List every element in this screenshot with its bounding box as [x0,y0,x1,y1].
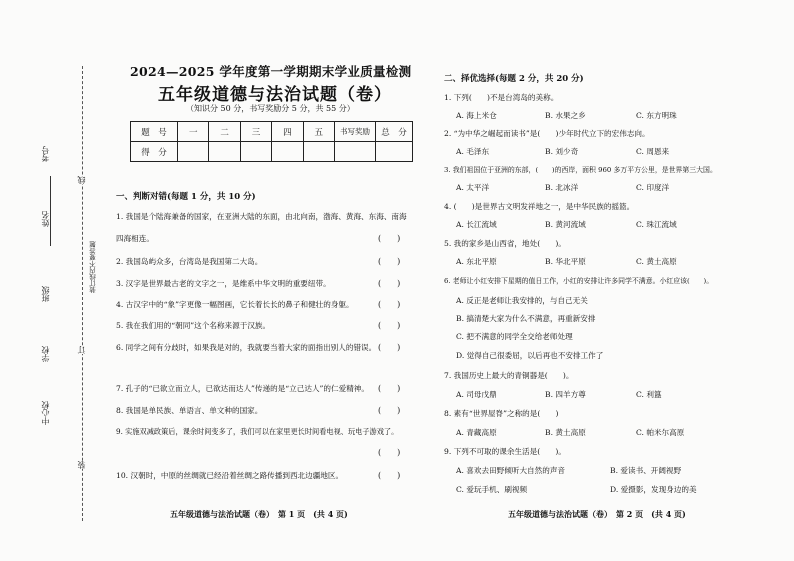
binding-line [82,66,83,521]
binding-strip [30,56,105,526]
question: 3. 我们祖国位于亚洲的东部，( )的西岸，面积 960 多万平方公里，是世界第三大国。 [444,166,717,174]
answer-blank[interactable]: ( ) [378,406,401,415]
score-table [130,121,413,162]
option[interactable]: B. 黄河流域 [545,220,586,229]
option[interactable]: A. 反正是老师让我安排的，与自己无关 [456,296,588,305]
mark-zhuang: 装 [77,461,86,469]
score-cell: 二 [209,122,240,142]
answer-blank[interactable]: ( ) [378,257,401,266]
score-blank[interactable] [335,142,376,162]
score-cell: 三 [240,122,271,142]
option[interactable]: C. 东方明珠 [636,111,677,120]
exam-title: 五年级道德与法治试题（卷） [158,85,392,105]
option[interactable]: C. 把不满意的同学全交给老师处理 [456,332,573,341]
mark-xian: 线 [77,176,86,184]
label-zhongxinxiao: 中心校 [41,401,50,425]
question: 1. 下列( )不是台湾岛的美称。 [444,93,559,102]
question: 5. 我在我们用的“朝同”这个名称来源于汉族。 [116,321,271,330]
question-continued: 四海相连。 [116,234,154,243]
footer-page-2: 五年级道德与法治试题（卷） 第 2 页 (共 4 页) [508,509,686,519]
label-xuexiao: 学校 [41,346,50,362]
question: 1. 我国是个陆海兼备的国家，在亚洲大陆的东面，由北向南，渤海、黄海、东海、南海 [116,212,407,221]
option[interactable]: A. 毛泽东 [456,147,490,156]
answer-blank[interactable]: ( ) [378,471,401,480]
score-blank[interactable] [209,142,240,162]
section2-heading: 二、择优选择(每题 2 分，共 20 分) [444,74,584,84]
question: 4. 古汉字中的“象”字更像一幅图画，它长着长长的鼻子和健壮的身躯。 [116,300,354,309]
question: 7. 孔子的“已欲立而立人，已欲达而达人”传递的是“立己达人”的仁爱精神。 [116,384,369,393]
mark-ding: 订 [77,346,86,354]
answer-blank[interactable]: ( ) [378,384,401,393]
option[interactable]: A. 太平洋 [456,183,490,192]
score-blank[interactable] [376,142,413,162]
answer-blank[interactable]: ( ) [378,321,401,330]
score-cell: 总 分 [376,122,413,142]
question: 4. ( )是世界古文明发祥地之一，是中华民族的摇篮。 [444,202,635,211]
option[interactable]: B. 华北平原 [545,257,586,266]
score-cell: 五 [303,122,334,142]
option[interactable]: A. 喜欢去田野倾听大自然的声音 [456,466,566,475]
option[interactable]: C. 帕米尔高原 [636,428,685,437]
score-table-score-row [131,142,413,162]
score-table-header-row [131,122,413,142]
answer-blank[interactable]: ( ) [378,300,401,309]
score-cell: 四 [272,122,303,142]
mark-no-answer: 装订线内不要答题 [89,241,97,293]
answer-blank[interactable]: ( ) [378,343,401,352]
option[interactable]: B. 水果之乡 [545,111,586,120]
option[interactable]: D. 觉得自己很委屈，以后再也不安排工作了 [456,351,604,360]
section1-heading: 一、判断对错(每题 1 分，共 10 分) [116,192,256,202]
question: 5. 我的家乡是山西省，地处( )。 [444,239,566,248]
score-cell: 书写奖励 [335,122,376,142]
score-cell: 一 [178,122,209,142]
exam-year-line: 2024—2025 学年度第一学期期末学业质量检测 [130,64,412,79]
answer-blank[interactable]: ( ) [378,234,401,243]
score-blank[interactable] [272,142,303,162]
score-blank[interactable] [303,142,334,162]
option[interactable]: D. 爱摄影，发现身边的美 [610,485,697,494]
score-blank[interactable] [240,142,271,162]
label-xingming: 姓名 [41,211,50,227]
label-banji: 班级 [41,286,50,302]
score-note: （知识分 50 分，书写奖励分 5 分，共 55 分） [186,104,355,113]
score-cell: 题 号 [131,122,178,142]
question: 6. 老师让小红安排下星期的值日工作，小红的安排让许多同学不满意。小红应该( )。 [444,277,714,285]
option[interactable]: A. 海上米仓 [456,111,497,120]
question: 9. 实施双减政策后，课余时间变多了，我们可以在家里更长时间看电视、玩电子游戏了。 [116,427,399,436]
option[interactable]: C. 利簋 [636,390,662,399]
option[interactable]: A. 青藏高原 [456,428,497,437]
option[interactable]: A. 司母戊鼎 [456,390,497,399]
score-blank[interactable] [178,142,209,162]
option[interactable]: B. 四羊方尊 [545,390,586,399]
option[interactable]: C. 黄土高原 [636,257,677,266]
question: 3. 汉字是世界最古老的文字之一，是维系中华文明的重要纽带。 [116,279,331,288]
option[interactable]: B. 刘少奇 [545,147,579,156]
answer-blank[interactable]: ( ) [378,448,401,457]
option[interactable]: A. 东北平原 [456,257,497,266]
option[interactable]: B. 北冰洋 [545,183,579,192]
option[interactable]: B. 黄土高原 [545,428,586,437]
question: 7. 我国历史上最大的青铜器是( )。 [444,371,574,380]
option[interactable]: C. 印度洋 [636,183,670,192]
option[interactable]: A. 长江流域 [456,220,497,229]
question: 2. “为中华之崛起而读书”是( )少年时代立下的宏伟志向。 [444,129,650,138]
option[interactable]: B. 爱读书、开阔视野 [610,466,682,475]
score-cell: 得 分 [131,142,178,162]
question: 10. 汉朝时，中原的丝绸就已经沿着丝绸之路传播到西北边疆地区。 [116,471,344,480]
footer-page-1: 五年级道德与法治试题（卷） 第 1 页 (共 4 页) [170,509,348,519]
question: 8. 我国是单民族、单语言、单文种的国家。 [116,406,263,415]
option[interactable]: C. 周恩来 [636,147,670,156]
answer-blank[interactable]: ( ) [378,279,401,288]
label-kaohao: 考号 [41,146,50,162]
question: 2. 我国岛屿众多，台湾岛是我国第二大岛。 [116,257,263,266]
option[interactable]: B. 搞清楚大家为什么不满意，再重新安排 [456,314,596,323]
option[interactable]: C. 珠江流域 [636,220,677,229]
question: 6. 同学之间有分歧时，如果我是对的，我就要当着大家的面指出别人的错误。 [116,343,377,352]
option[interactable]: C. 爱玩手机、刷视频 [456,485,528,494]
question: 8. 素有“世界屋脊”之称的是( ) [444,409,559,418]
question: 9. 下列不可取的课余生活是( )。 [444,447,566,456]
